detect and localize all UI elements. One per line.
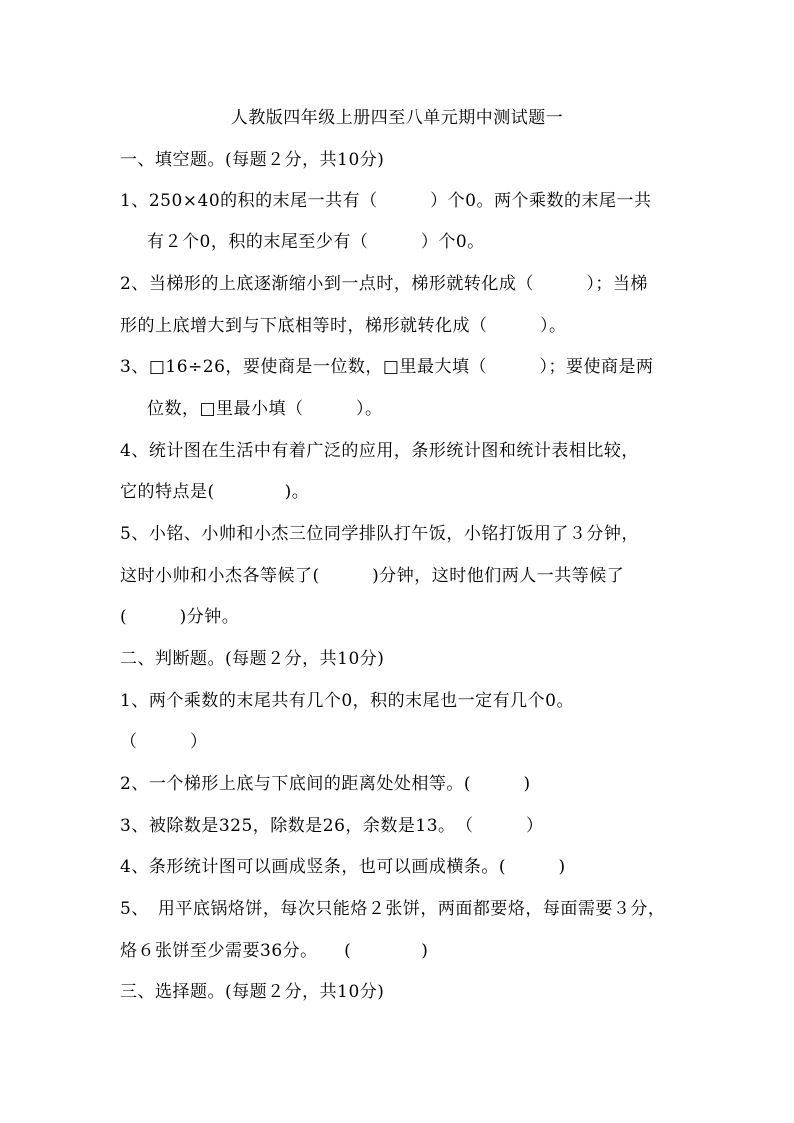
question-line: 4、条形统计图可以画成竖条，也可以画成横条。( ) <box>120 857 566 877</box>
section-heading-fill-blank: 一、填空题。(每题２分，共10分) <box>120 150 385 170</box>
question-line: ( )分钟。 <box>120 607 240 627</box>
question-line: 2、一个梯形上底与下底间的距离处处相等。( ) <box>120 774 531 794</box>
section-heading-multiple-choice: 三、选择题。(每题２分，共10分) <box>120 982 385 1002</box>
question-line: 4、统计图在生活中有着广泛的应用，条形统计图和统计表相比较， <box>120 441 639 461</box>
question-line: 有２个0，积的末尾至少有（ ）个0。 <box>147 232 485 252</box>
question-line: 烙６张饼至少需要36分。 ( ) <box>120 941 429 961</box>
question-line: 这时小帅和小杰各等候了( )分钟，这时他们两人一共等候了 <box>120 566 625 586</box>
question-line: 2、当梯形的上底逐渐缩小到一点时，梯形就转化成（ ）；当梯 <box>120 274 648 294</box>
question-line: 3、被除数是325，除数是26，余数是13。 （ ） <box>120 816 544 836</box>
document-title: 人教版四年级上册四至八单元期中测试题一 <box>230 108 564 128</box>
question-line: 形的上底增大到与下底相等时，梯形就转化成（ ）。 <box>120 316 567 336</box>
question-line: 位数，□里最小填（ ）。 <box>147 399 383 419</box>
question-line: 5、小铭、小帅和小杰三位同学排队打午饭，小铭打饭用了３分钟， <box>120 524 639 544</box>
question-line: （ ） <box>120 732 208 752</box>
section-heading-true-false: 二、判断题。(每题２分，共10分) <box>120 649 385 669</box>
question-line: 3、□16÷26，要使商是一位数，□里最大填（ ）；要使商是两 <box>120 357 654 377</box>
question-line: 它的特点是( )。 <box>120 482 310 502</box>
question-line: 1、250×40的积的末尾一共有（ ）个0。两个乘数的末尾一共 <box>120 191 652 211</box>
question-line: 1、两个乘数的末尾共有几个0，积的末尾也一定有几个0。 <box>120 691 574 711</box>
question-line: 5、 用平底锅烙饼，每次只能烙２张饼，两面都要烙，每面需要３分， <box>120 899 666 919</box>
